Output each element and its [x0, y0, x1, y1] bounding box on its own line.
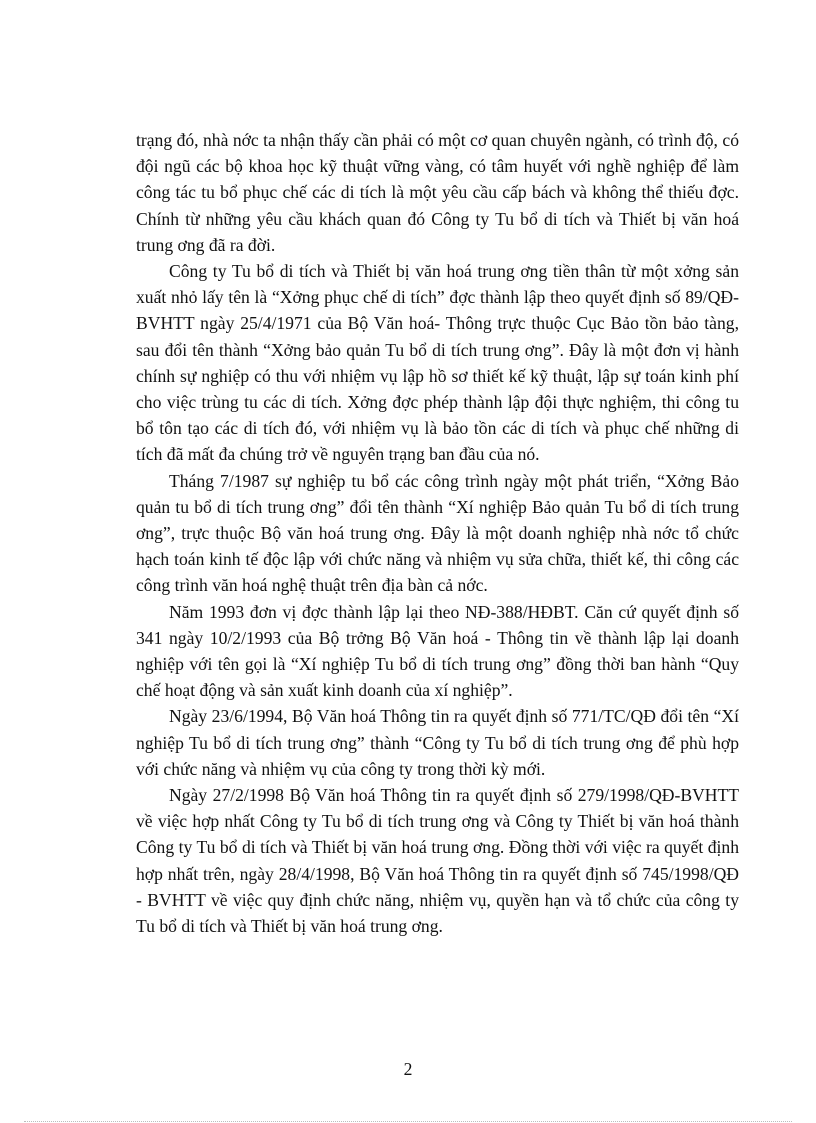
paragraph-1987-rename: Tháng 7/1987 sự nghiệp tu bổ các công trình ngày một phát triển, “Xởng Bảo quản tu bổ di tích trung ơng” đổi tên thành “Xí nghiệp Bảo quản Tu bổ di tích trung ơng”, trực thuộc Bộ văn hoá trung ơng. Đây là một doanh nghiệp nhà nớc tổ chức hạch toán kinh tế độc lập với chức năng và nhiệm vụ sửa chữa, thiết kế, thi công các công trình văn hoá nghệ thuật trên địa bàn cả nớc.	[136, 470, 739, 596]
page-number: 2	[403, 1059, 413, 1079]
paragraph-1993-reestablish: Năm 1993 đơn vị đợc thành lập lại theo NĐ-388/HĐBT. Căn cứ quyết định số 341 ngày 10/2/1993 của Bộ trởng Bộ Văn hoá - Thông tin về thành lập lại doanh nghiệp với tên gọi là “Xí nghiệp Tu bổ di tích trung ơng” đồng thời ban hành “Quy chế hoạt động và sản xuất kinh doanh của xí nghiệp”.	[136, 601, 739, 701]
paragraph-continuation: trạng đó, nhà nớc ta nhận thấy cần phải có một cơ quan chuyên ngành, có trình độ, có đội ngũ các bộ khoa học kỹ thuật vững vàng, có tâm huyết với nghề nghiệp để làm công tác tu bổ phục chế các di tích là một yêu cầu cấp bách và không thể thiếu đợc. Chính từ những yêu cầu khách quan đó Công ty Tu bổ di tích và Thiết bị văn hoá trung ơng đã ra đời.	[136, 130, 739, 255]
body-text	[136, 127, 739, 939]
paragraph-company-origin: Công ty Tu bổ di tích và Thiết bị văn hoá trung ơng tiền thân từ một xởng sản xuất nhỏ lấy tên là “Xởng phục chế di tích” đợc thành lập theo quyết định số 89/QĐ-BVHTT ngày 25/4/1971 của Bộ Văn hoá- Thông trực thuộc Cục Bảo tồn bảo tàng, sau đổi tên thành “Xởng bảo quản Tu bổ di tích trung ơng”. Đây là một đơn vị hành chính sự nghiệp có thu với nhiệm vụ lập hồ sơ thiết kế kỹ thuật, lập sự toán kinh phí cho việc trùng tu các di tích. Xởng đợc phép thành lập đội thực nghiệm, thi công tu bổ tôn tạo các di tích đó, với nhiệm vụ là bảo tồn các di tích và phục chế những di tích đã mất đa chúng trở về nguyên trạng ban đầu của nó.	[136, 261, 739, 465]
paragraph-1994-rename: Ngày 23/6/1994, Bộ Văn hoá Thông tin ra quyết định số 771/TC/QĐ đổi tên “Xí nghiệp Tu bổ di tích trung ơng” thành “Công ty Tu bổ di tích trung ơng để phù hợp với chức năng và nhiệm vụ của công ty trong thời kỳ mới.	[136, 706, 739, 779]
footer-divider	[24, 1121, 792, 1122]
paragraph-1998-merger: Ngày 27/2/1998 Bộ Văn hoá Thông tin ra quyết định số 279/1998/QĐ-BVHTT về việc hợp nhất Công ty Tu bổ di tích trung ơng và Công ty Thiết bị văn hoá thành Công ty Tu bổ di tích và Thiết bị văn hoá trung ơng. Đồng thời với việc ra quyết định hợp nhất trên, ngày 28/4/1998, Bộ Văn hoá Thông tin ra quyết định số 745/1998/QĐ - BVHTT về việc quy định chức năng, nhiệm vụ, quyền hạn và tổ chức của công ty Tu bổ di tích và Thiết bị văn hoá trung ơng.	[136, 785, 739, 937]
